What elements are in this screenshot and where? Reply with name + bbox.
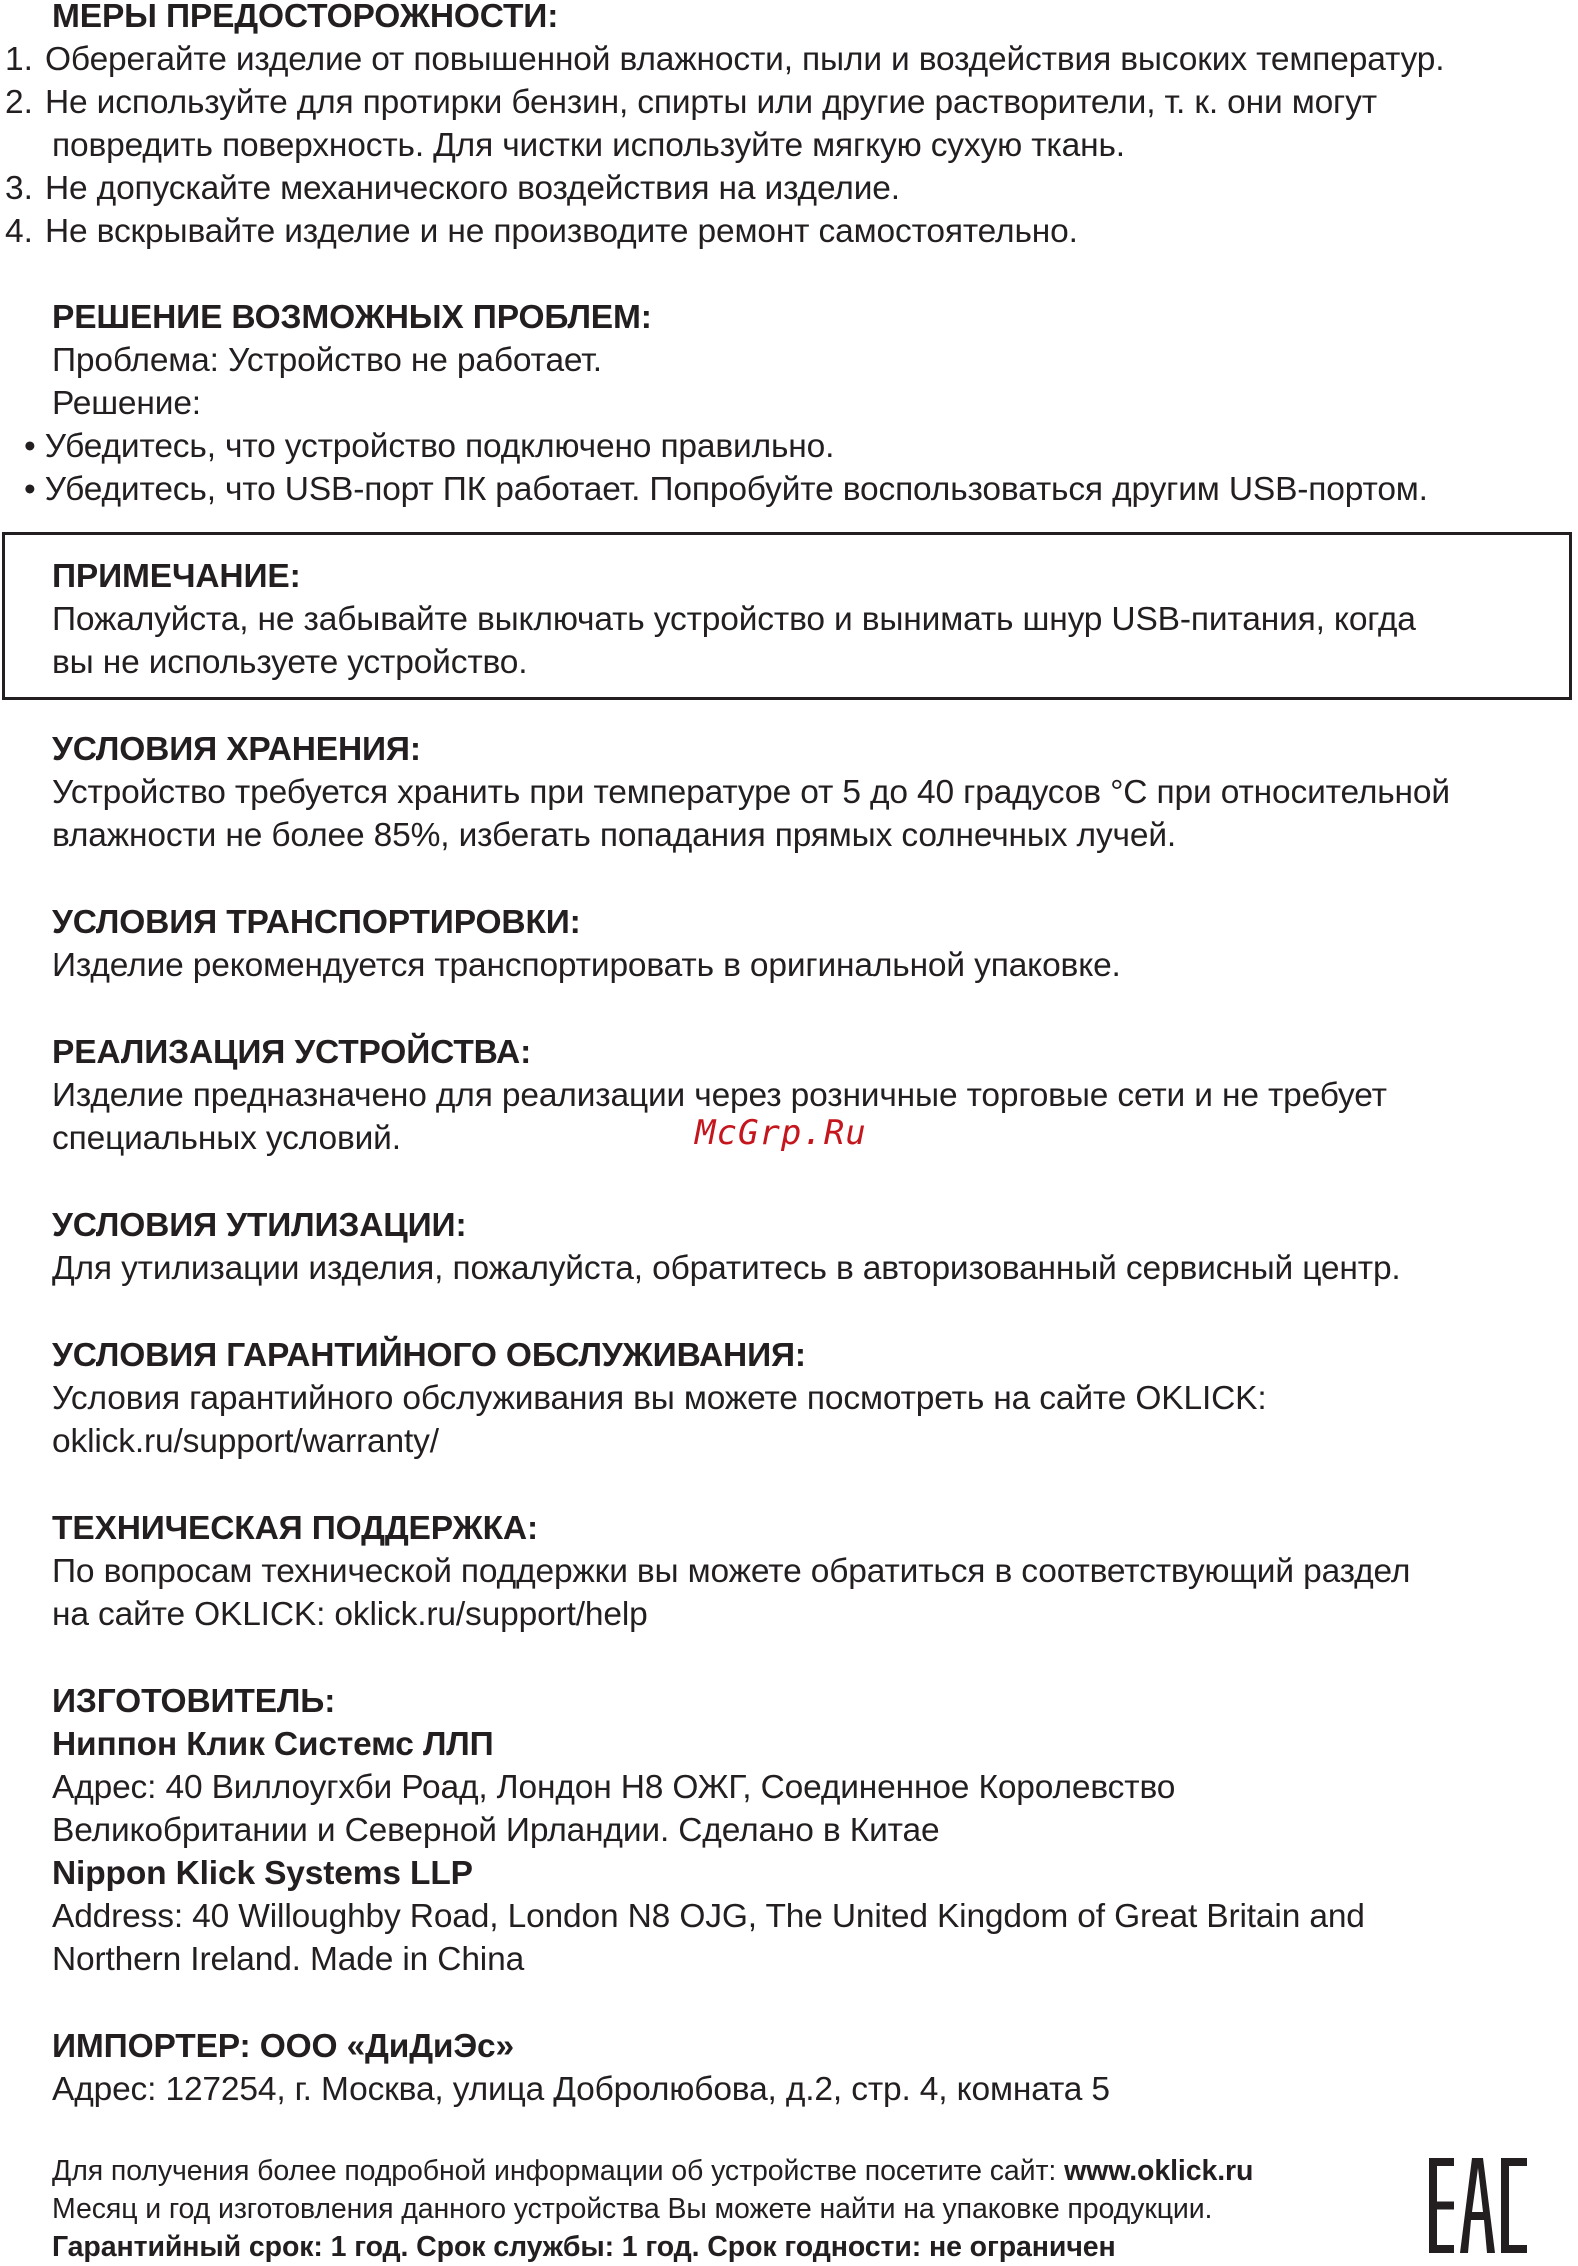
watermark-text: McGrp.Ru: [695, 1113, 867, 1153]
footer-terms: Гарантийный срок: 1 год. Срок службы: 1 год. Срок годности: не ограничен: [52, 2231, 1116, 2263]
transport-heading: УСЛОВИЯ ТРАНСПОРТИРОВКИ:: [52, 904, 581, 941]
precaution-item-1: Оберегайте изделие от повышенной влажности, пыли и воздействия высоких температур.: [45, 41, 1445, 78]
footer-info-prefix: Для получения более подробной информации об устройстве посетите сайт:: [52, 2155, 1065, 2187]
precaution-item-3: Не допускайте механического воздействия на изделие.: [45, 170, 900, 207]
troubleshooting-heading: РЕШЕНИЕ ВОЗМОЖНЫХ ПРОБЛЕМ:: [52, 299, 652, 336]
solution-bullet-1: • Убедитесь, что устройство подключено правильно.: [24, 428, 835, 465]
warranty-heading: УСЛОВИЯ ГАРАНТИЙНОГО ОБСЛУЖИВАНИЯ:: [52, 1337, 806, 1374]
precaution-number: 3.: [5, 170, 33, 207]
manufacturer-address-ru-2: Великобритании и Северной Ирландии. Сделано в Китае: [52, 1812, 940, 1849]
note-line-1: Пожалуйста, не забывайте выключать устройство и вынимать шнур USB-питания, когда: [52, 601, 1416, 638]
disposal-line-1: Для утилизации изделия, пожалуйста, обратитесь в авторизованный сервисный центр.: [52, 1250, 1401, 1287]
precaution-item-4: Не вскрывайте изделие и не производите ремонт самостоятельно.: [45, 213, 1078, 250]
manufacturer-name-en: Nippon Klick Systems LLP: [52, 1855, 473, 1892]
sale-line-1: Изделие предназначено для реализации через розничные торговые сети и не требует: [52, 1077, 1387, 1114]
footer-site-link[interactable]: www.oklick.ru: [1064, 2155, 1254, 2187]
manufacturer-address-en-2: Northern Ireland. Made in China: [52, 1941, 525, 1978]
note-line-2: вы не используете устройство.: [52, 644, 528, 681]
precaution-number: 1.: [5, 41, 33, 78]
support-line-1: По вопросам технической поддержки вы можете обратиться в соответствующий раздел: [52, 1553, 1411, 1590]
storage-heading: УСЛОВИЯ ХРАНЕНИЯ:: [52, 731, 421, 768]
warranty-link: oklick.ru/support/warranty/: [52, 1423, 439, 1460]
sale-heading: РЕАЛИЗАЦИЯ УСТРОЙСТВА:: [52, 1034, 532, 1071]
problem-text: Проблема: Устройство не работает.: [52, 342, 602, 379]
manufacturer-address-en-1: Address: 40 Willoughby Road, London N8 OJG, The United Kingdom of Great Britain and: [52, 1898, 1365, 1935]
manufacturer-name-ru: Ниппон Клик Системс ЛЛП: [52, 1726, 494, 1763]
footer-info-line: [52, 2153, 1253, 2189]
manufacturer-address-ru-1: Адрес: 40 Виллоугхби Роад, Лондон Н8 ОЖГ, Соединенное Королевство: [52, 1769, 1176, 1806]
support-heading: ТЕХНИЧЕСКАЯ ПОДДЕРЖКА:: [52, 1510, 538, 1547]
manufacturer-heading: ИЗГОТОВИТЕЛЬ:: [52, 1683, 336, 1720]
precautions-heading: МЕРЫ ПРЕДОСТОРОЖНОСТИ:: [52, 0, 559, 35]
storage-line-1: Устройство требуется хранить при температуре от 5 до 40 градусов °С при относительной: [52, 774, 1450, 811]
precaution-number: 4.: [5, 213, 33, 250]
warranty-line-1: Условия гарантийного обслуживания вы можете посмотреть на сайте OKLICK:: [52, 1380, 1267, 1417]
sale-line-2: специальных условий.: [52, 1120, 401, 1157]
footer-production-date: Месяц и год изготовления данного устройства Вы можете найти на упаковке продукции.: [52, 2193, 1213, 2225]
precaution-item-2: Не используйте для протирки бензин, спирты или другие растворители, т. к. они могут: [45, 84, 1377, 121]
precaution-number: 2.: [5, 84, 33, 121]
transport-line-1: Изделие рекомендуется транспортировать в оригинальной упаковке.: [52, 947, 1121, 984]
precaution-item-2-cont: повредить поверхность. Для чистки используйте мягкую сухую ткань.: [52, 127, 1125, 164]
solution-bullet-2: • Убедитесь, что USB-порт ПК работает. Попробуйте воспользоваться другим USB-портом.: [24, 471, 1428, 508]
note-heading: ПРИМЕЧАНИЕ:: [52, 558, 301, 595]
disposal-heading: УСЛОВИЯ УТИЛИЗАЦИИ:: [52, 1207, 467, 1244]
eac-certification-mark-icon: [1429, 2158, 1527, 2253]
support-line-2: на сайте OKLICK: oklick.ru/support/help: [52, 1596, 648, 1633]
importer-heading: ИМПОРТЕР: ООО «ДиДиЭс»: [52, 2028, 515, 2065]
solution-label: Решение:: [52, 385, 201, 422]
importer-address: Адрес: 127254, г. Москва, улица Добролюбова, д.2, стр. 4, комната 5: [52, 2071, 1110, 2108]
storage-line-2: влажности не более 85%, избегать попадания прямых солнечных лучей.: [52, 817, 1177, 854]
